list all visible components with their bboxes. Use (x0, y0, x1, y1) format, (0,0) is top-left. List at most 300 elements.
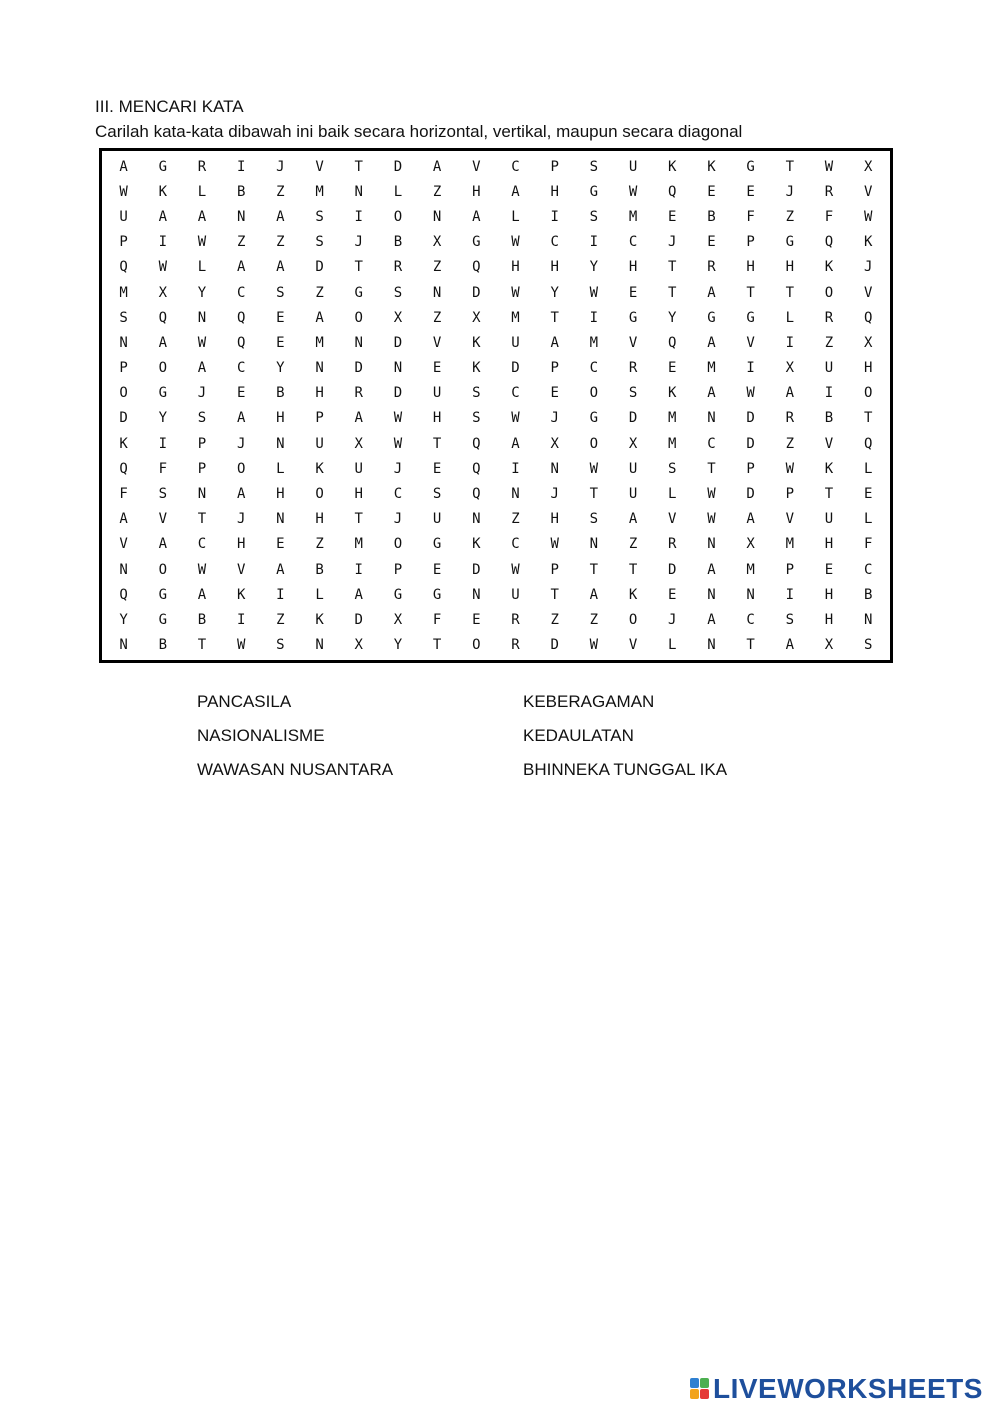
grid-letter[interactable]: W (589, 284, 599, 301)
grid-letter[interactable]: H (472, 183, 481, 200)
grid-letter[interactable]: A (511, 183, 520, 200)
grid-letter[interactable]: D (511, 360, 520, 377)
grid-letter[interactable]: H (785, 259, 794, 276)
grid-letter[interactable]: D (354, 611, 363, 628)
grid-letter[interactable]: Y (393, 637, 403, 654)
grid-letter[interactable]: A (707, 561, 716, 578)
grid-letter[interactable]: G (393, 586, 403, 603)
grid-letter[interactable]: C (511, 536, 520, 553)
grid-letter[interactable]: N (707, 410, 716, 427)
grid-letter[interactable]: J (668, 234, 677, 251)
grid-letter[interactable]: Z (785, 208, 794, 225)
grid-letter[interactable]: Q (824, 234, 834, 251)
grid-letter[interactable]: T (668, 259, 677, 276)
grid-letter[interactable]: G (589, 410, 599, 427)
grid-letter[interactable]: N (746, 586, 755, 603)
grid-letter[interactable]: A (236, 410, 246, 427)
grid-letter[interactable]: Q (119, 586, 128, 603)
grid-letter[interactable]: J (393, 511, 403, 528)
grid-letter[interactable]: G (472, 234, 481, 251)
grid-letter[interactable]: N (354, 334, 363, 351)
grid-letter[interactable]: X (863, 158, 873, 175)
grid-letter[interactable]: A (354, 586, 363, 603)
grid-letter[interactable]: X (863, 334, 873, 351)
grid-letter[interactable]: T (432, 637, 442, 654)
grid-letter[interactable]: H (628, 259, 638, 276)
grid-letter[interactable]: S (668, 460, 677, 477)
grid-letter[interactable]: K (824, 259, 834, 276)
grid-letter[interactable]: A (197, 360, 207, 377)
grid-letter[interactable]: A (550, 334, 559, 351)
grid-letter[interactable]: K (824, 460, 834, 477)
grid-letter[interactable]: I (746, 360, 755, 377)
grid-letter[interactable]: O (393, 536, 403, 553)
grid-letter[interactable]: T (785, 158, 794, 175)
grid-letter[interactable]: H (236, 536, 246, 553)
grid-letter[interactable]: J (197, 385, 207, 402)
grid-letter[interactable]: X (550, 435, 559, 452)
grid-letter[interactable]: A (511, 435, 520, 452)
grid-letter[interactable]: Q (236, 309, 246, 326)
grid-letter[interactable]: Z (511, 511, 520, 528)
grid-letter[interactable]: N (276, 435, 285, 452)
grid-letter[interactable]: P (119, 234, 128, 251)
grid-letter[interactable]: N (707, 536, 716, 553)
grid-letter[interactable]: U (824, 360, 834, 377)
grid-letter[interactable]: N (393, 360, 403, 377)
grid-letter[interactable]: S (393, 284, 403, 301)
grid-letter[interactable]: W (197, 234, 207, 251)
grid-letter[interactable]: R (354, 385, 363, 402)
grid-letter[interactable]: V (432, 334, 442, 351)
grid-letter[interactable]: T (550, 309, 559, 326)
grid-letter[interactable]: O (393, 208, 403, 225)
grid-letter[interactable]: H (863, 360, 873, 377)
grid-letter[interactable]: O (824, 284, 834, 301)
grid-letter[interactable]: T (746, 637, 755, 654)
grid-letter[interactable]: N (472, 586, 481, 603)
grid-letter[interactable]: F (158, 460, 167, 477)
grid-letter[interactable]: S (472, 385, 481, 402)
grid-letter[interactable]: T (746, 284, 755, 301)
grid-letter[interactable]: I (824, 385, 834, 402)
grid-letter[interactable]: W (824, 158, 834, 175)
grid-letter[interactable]: M (315, 334, 324, 351)
grid-letter[interactable]: V (824, 435, 834, 452)
grid-letter[interactable]: Q (472, 259, 481, 276)
grid-letter[interactable]: N (197, 309, 207, 326)
grid-letter[interactable]: I (158, 234, 167, 251)
grid-letter[interactable]: Z (315, 284, 324, 301)
grid-letter[interactable]: C (236, 284, 246, 301)
grid-letter[interactable]: R (197, 158, 207, 175)
grid-letter[interactable]: J (236, 435, 246, 452)
grid-letter[interactable]: H (354, 486, 363, 503)
grid-letter[interactable]: W (863, 208, 873, 225)
grid-letter[interactable]: C (236, 360, 246, 377)
grid-letter[interactable]: J (393, 460, 403, 477)
grid-letter[interactable]: G (158, 586, 167, 603)
grid-letter[interactable]: K (472, 360, 481, 377)
grid-letter[interactable]: K (668, 385, 677, 402)
grid-letter[interactable]: W (785, 460, 794, 477)
grid-letter[interactable]: K (668, 158, 677, 175)
grid-letter[interactable]: N (863, 611, 873, 628)
grid-letter[interactable]: O (589, 435, 599, 452)
grid-letter[interactable]: E (432, 561, 442, 578)
grid-letter[interactable]: Q (119, 460, 128, 477)
grid-letter[interactable]: X (746, 536, 755, 553)
grid-letter[interactable]: U (119, 208, 128, 225)
grid-letter[interactable]: X (354, 637, 363, 654)
grid-letter[interactable]: P (550, 360, 559, 377)
grid-letter[interactable]: Q (668, 183, 677, 200)
grid-letter[interactable]: S (472, 410, 481, 427)
grid-letter[interactable]: W (589, 460, 599, 477)
grid-letter[interactable]: F (432, 611, 442, 628)
grid-letter[interactable]: C (550, 234, 559, 251)
grid-letter[interactable]: S (276, 284, 285, 301)
grid-letter[interactable]: T (707, 460, 716, 477)
grid-letter[interactable]: V (863, 284, 873, 301)
grid-letter[interactable]: A (785, 385, 794, 402)
grid-letter[interactable]: H (824, 586, 834, 603)
grid-letter[interactable]: X (628, 435, 638, 452)
grid-letter[interactable]: G (628, 309, 638, 326)
grid-letter[interactable]: N (432, 284, 442, 301)
grid-letter[interactable]: P (785, 561, 794, 578)
grid-letter[interactable]: L (668, 637, 677, 654)
grid-letter[interactable]: I (354, 561, 363, 578)
grid-letter[interactable]: N (550, 460, 559, 477)
grid-letter[interactable]: F (746, 208, 755, 225)
grid-letter[interactable]: H (276, 410, 285, 427)
grid-letter[interactable]: J (276, 158, 285, 175)
grid-letter[interactable]: E (668, 360, 677, 377)
grid-letter[interactable]: O (628, 611, 638, 628)
grid-letter[interactable]: I (158, 435, 167, 452)
grid-letter[interactable]: B (863, 586, 873, 603)
grid-letter[interactable]: M (628, 208, 638, 225)
grid-letter[interactable]: U (432, 511, 442, 528)
grid-letter[interactable]: C (589, 360, 599, 377)
grid-letter[interactable]: M (119, 284, 128, 301)
grid-letter[interactable]: A (236, 259, 246, 276)
grid-letter[interactable]: T (785, 284, 794, 301)
grid-letter[interactable]: A (158, 536, 167, 553)
grid-letter[interactable]: T (432, 435, 442, 452)
grid-letter[interactable]: S (589, 511, 599, 528)
grid-letter[interactable]: E (863, 486, 873, 503)
grid-letter[interactable]: W (511, 561, 520, 578)
grid-letter[interactable]: O (158, 561, 167, 578)
grid-letter[interactable]: I (589, 309, 599, 326)
grid-letter[interactable]: S (628, 385, 638, 402)
grid-letter[interactable]: A (197, 208, 207, 225)
grid-letter[interactable]: E (668, 208, 677, 225)
grid-letter[interactable]: D (472, 284, 481, 301)
grid-letter[interactable]: V (315, 158, 324, 175)
grid-letter[interactable]: M (354, 536, 363, 553)
grid-letter[interactable]: C (707, 435, 716, 452)
grid-letter[interactable]: N (354, 183, 363, 200)
grid-letter[interactable]: J (668, 611, 677, 628)
grid-letter[interactable]: L (197, 259, 207, 276)
grid-letter[interactable]: V (668, 511, 677, 528)
grid-letter[interactable]: O (119, 385, 128, 402)
grid-letter[interactable]: P (550, 158, 559, 175)
grid-letter[interactable]: A (746, 511, 755, 528)
grid-letter[interactable]: S (589, 158, 599, 175)
grid-letter[interactable]: C (511, 385, 520, 402)
grid-letter[interactable]: N (432, 208, 442, 225)
grid-letter[interactable]: V (628, 637, 638, 654)
grid-letter[interactable]: Z (276, 234, 285, 251)
grid-letter[interactable]: R (511, 611, 520, 628)
grid-letter[interactable]: K (315, 611, 324, 628)
grid-letter[interactable]: E (276, 536, 285, 553)
grid-letter[interactable]: R (824, 183, 834, 200)
grid-letter[interactable]: G (158, 385, 167, 402)
grid-letter[interactable]: Z (824, 334, 834, 351)
grid-letter[interactable]: W (707, 511, 716, 528)
grid-letter[interactable]: E (668, 586, 677, 603)
grid-letter[interactable]: U (354, 460, 363, 477)
grid-letter[interactable]: A (589, 586, 599, 603)
grid-letter[interactable]: G (785, 234, 794, 251)
grid-letter[interactable]: D (393, 158, 403, 175)
grid-letter[interactable]: Q (472, 435, 481, 452)
grid-letter[interactable]: O (236, 460, 246, 477)
grid-letter[interactable]: L (785, 309, 794, 326)
grid-letter[interactable]: O (863, 385, 873, 402)
grid-letter[interactable]: Z (315, 536, 324, 553)
grid-letter[interactable]: H (550, 259, 559, 276)
grid-letter[interactable]: K (119, 435, 128, 452)
grid-letter[interactable]: T (824, 486, 834, 503)
grid-letter[interactable]: K (628, 586, 638, 603)
grid-letter[interactable]: W (707, 486, 716, 503)
grid-letter[interactable]: X (785, 360, 794, 377)
grid-letter[interactable]: O (315, 486, 324, 503)
grid-letter[interactable]: E (276, 334, 285, 351)
grid-letter[interactable]: A (236, 486, 246, 503)
grid-letter[interactable]: H (315, 511, 324, 528)
grid-letter[interactable]: D (746, 486, 755, 503)
grid-letter[interactable]: H (276, 486, 285, 503)
grid-letter[interactable]: C (197, 536, 207, 553)
grid-letter[interactable]: N (276, 511, 285, 528)
grid-letter[interactable]: I (589, 234, 599, 251)
grid-letter[interactable]: R (393, 259, 403, 276)
grid-letter[interactable]: V (785, 511, 794, 528)
grid-letter[interactable]: C (511, 158, 520, 175)
grid-letter[interactable]: X (432, 234, 442, 251)
grid-letter[interactable]: H (511, 259, 520, 276)
grid-letter[interactable]: S (785, 611, 794, 628)
grid-letter[interactable]: Z (785, 435, 794, 452)
grid-letter[interactable]: N (315, 360, 324, 377)
grid-letter[interactable]: W (393, 435, 403, 452)
grid-letter[interactable]: P (119, 360, 128, 377)
grid-letter[interactable]: R (824, 309, 834, 326)
grid-letter[interactable]: R (707, 259, 716, 276)
grid-letter[interactable]: R (511, 637, 520, 654)
grid-letter[interactable]: U (628, 158, 638, 175)
grid-letter[interactable]: X (158, 284, 167, 301)
grid-letter[interactable]: V (628, 334, 638, 351)
grid-letter[interactable]: D (354, 360, 363, 377)
grid-letter[interactable]: P (785, 486, 794, 503)
grid-letter[interactable]: Z (550, 611, 559, 628)
grid-letter[interactable]: B (824, 410, 834, 427)
grid-letter[interactable]: R (628, 360, 638, 377)
grid-letter[interactable]: N (511, 486, 520, 503)
grid-letter[interactable]: Z (276, 611, 285, 628)
grid-letter[interactable]: M (746, 561, 755, 578)
grid-letter[interactable]: W (197, 334, 207, 351)
grid-letter[interactable]: F (824, 208, 834, 225)
grid-letter[interactable]: Y (276, 360, 285, 377)
grid-letter[interactable]: W (628, 183, 638, 200)
grid-letter[interactable]: K (315, 460, 324, 477)
grid-letter[interactable]: K (472, 536, 481, 553)
grid-letter[interactable]: P (393, 561, 403, 578)
grid-letter[interactable]: O (354, 309, 363, 326)
grid-letter[interactable]: A (707, 334, 716, 351)
grid-letter[interactable]: Z (432, 309, 442, 326)
grid-letter[interactable]: Q (863, 435, 873, 452)
grid-letter[interactable]: L (197, 183, 207, 200)
grid-letter[interactable]: Q (863, 309, 873, 326)
grid-letter[interactable]: P (746, 234, 755, 251)
grid-letter[interactable]: E (472, 611, 481, 628)
grid-letter[interactable]: D (393, 334, 403, 351)
grid-letter[interactable]: A (707, 284, 716, 301)
grid-letter[interactable]: O (158, 360, 167, 377)
grid-letter[interactable]: E (432, 460, 442, 477)
grid-letter[interactable]: J (354, 234, 363, 251)
grid-letter[interactable]: P (550, 561, 559, 578)
grid-letter[interactable]: T (354, 158, 363, 175)
grid-letter[interactable]: B (707, 208, 716, 225)
grid-letter[interactable]: J (236, 511, 246, 528)
grid-letter[interactable]: G (432, 536, 442, 553)
grid-letter[interactable]: T (589, 561, 599, 578)
grid-letter[interactable]: L (863, 460, 873, 477)
grid-letter[interactable]: Z (236, 234, 246, 251)
grid-letter[interactable]: Z (432, 259, 442, 276)
grid-letter[interactable]: D (315, 259, 324, 276)
grid-letter[interactable]: J (550, 410, 559, 427)
grid-letter[interactable]: J (550, 486, 559, 503)
grid-letter[interactable]: H (550, 183, 559, 200)
grid-letter[interactable]: G (589, 183, 599, 200)
grid-letter[interactable]: V (863, 183, 873, 200)
grid-letter[interactable]: U (432, 385, 442, 402)
grid-letter[interactable]: V (119, 536, 128, 553)
grid-letter[interactable]: O (472, 637, 481, 654)
grid-letter[interactable]: I (511, 460, 520, 477)
grid-letter[interactable]: N (119, 637, 128, 654)
grid-letter[interactable]: G (432, 586, 442, 603)
grid-letter[interactable]: E (824, 561, 834, 578)
grid-letter[interactable]: I (276, 586, 285, 603)
grid-letter[interactable]: N (707, 637, 716, 654)
grid-letter[interactable]: N (589, 536, 599, 553)
grid-letter[interactable]: Y (668, 309, 677, 326)
grid-letter[interactable]: T (197, 637, 207, 654)
grid-letter[interactable]: G (746, 158, 755, 175)
grid-letter[interactable]: J (785, 183, 794, 200)
grid-letter[interactable]: M (589, 334, 599, 351)
grid-letter[interactable]: D (472, 561, 481, 578)
grid-letter[interactable]: U (628, 486, 638, 503)
grid-letter[interactable]: H (315, 385, 324, 402)
grid-letter[interactable]: E (707, 183, 716, 200)
grid-letter[interactable]: S (863, 637, 873, 654)
grid-letter[interactable]: C (863, 561, 873, 578)
grid-letter[interactable]: U (315, 435, 324, 452)
grid-letter[interactable]: L (393, 183, 403, 200)
grid-letter[interactable]: W (158, 259, 167, 276)
grid-letter[interactable]: B (197, 611, 207, 628)
grid-letter[interactable]: Q (668, 334, 677, 351)
grid-letter[interactable]: T (550, 586, 559, 603)
grid-letter[interactable]: L (511, 208, 520, 225)
grid-letter[interactable]: M (511, 309, 520, 326)
grid-letter[interactable]: W (589, 637, 599, 654)
grid-letter[interactable]: I (236, 611, 246, 628)
grid-letter[interactable]: A (432, 158, 442, 175)
grid-letter[interactable]: G (707, 309, 716, 326)
grid-letter[interactable]: S (315, 208, 324, 225)
grid-letter[interactable]: X (354, 435, 363, 452)
grid-letter[interactable]: A (158, 334, 167, 351)
grid-letter[interactable]: W (746, 385, 755, 402)
grid-letter[interactable]: K (472, 334, 481, 351)
grid-letter[interactable]: U (511, 586, 520, 603)
grid-letter[interactable]: R (785, 410, 794, 427)
grid-letter[interactable]: D (119, 410, 128, 427)
grid-letter[interactable]: E (707, 234, 716, 251)
grid-letter[interactable]: N (119, 334, 128, 351)
grid-letter[interactable]: E (550, 385, 559, 402)
grid-letter[interactable]: B (276, 385, 285, 402)
grid-letter[interactable]: G (158, 611, 167, 628)
grid-letter[interactable]: W (197, 561, 207, 578)
grid-letter[interactable]: T (354, 511, 363, 528)
grid-letter[interactable]: H (824, 536, 834, 553)
grid-letter[interactable]: V (472, 158, 481, 175)
grid-letter[interactable]: N (119, 561, 128, 578)
grid-letter[interactable]: W (511, 410, 520, 427)
grid-letter[interactable]: E (432, 360, 442, 377)
grid-letter[interactable]: A (276, 208, 285, 225)
grid-letter[interactable]: W (550, 536, 559, 553)
grid-letter[interactable]: F (863, 536, 873, 553)
grid-letter[interactable]: Y (158, 410, 167, 427)
grid-letter[interactable]: L (863, 511, 873, 528)
grid-letter[interactable]: D (746, 410, 755, 427)
grid-letter[interactable]: S (276, 637, 285, 654)
grid-letter[interactable]: Q (158, 309, 167, 326)
grid-letter[interactable]: A (785, 637, 794, 654)
grid-letter[interactable]: W (393, 410, 403, 427)
grid-letter[interactable]: S (158, 486, 167, 503)
grid-letter[interactable]: B (158, 637, 167, 654)
grid-letter[interactable]: Q (472, 486, 481, 503)
